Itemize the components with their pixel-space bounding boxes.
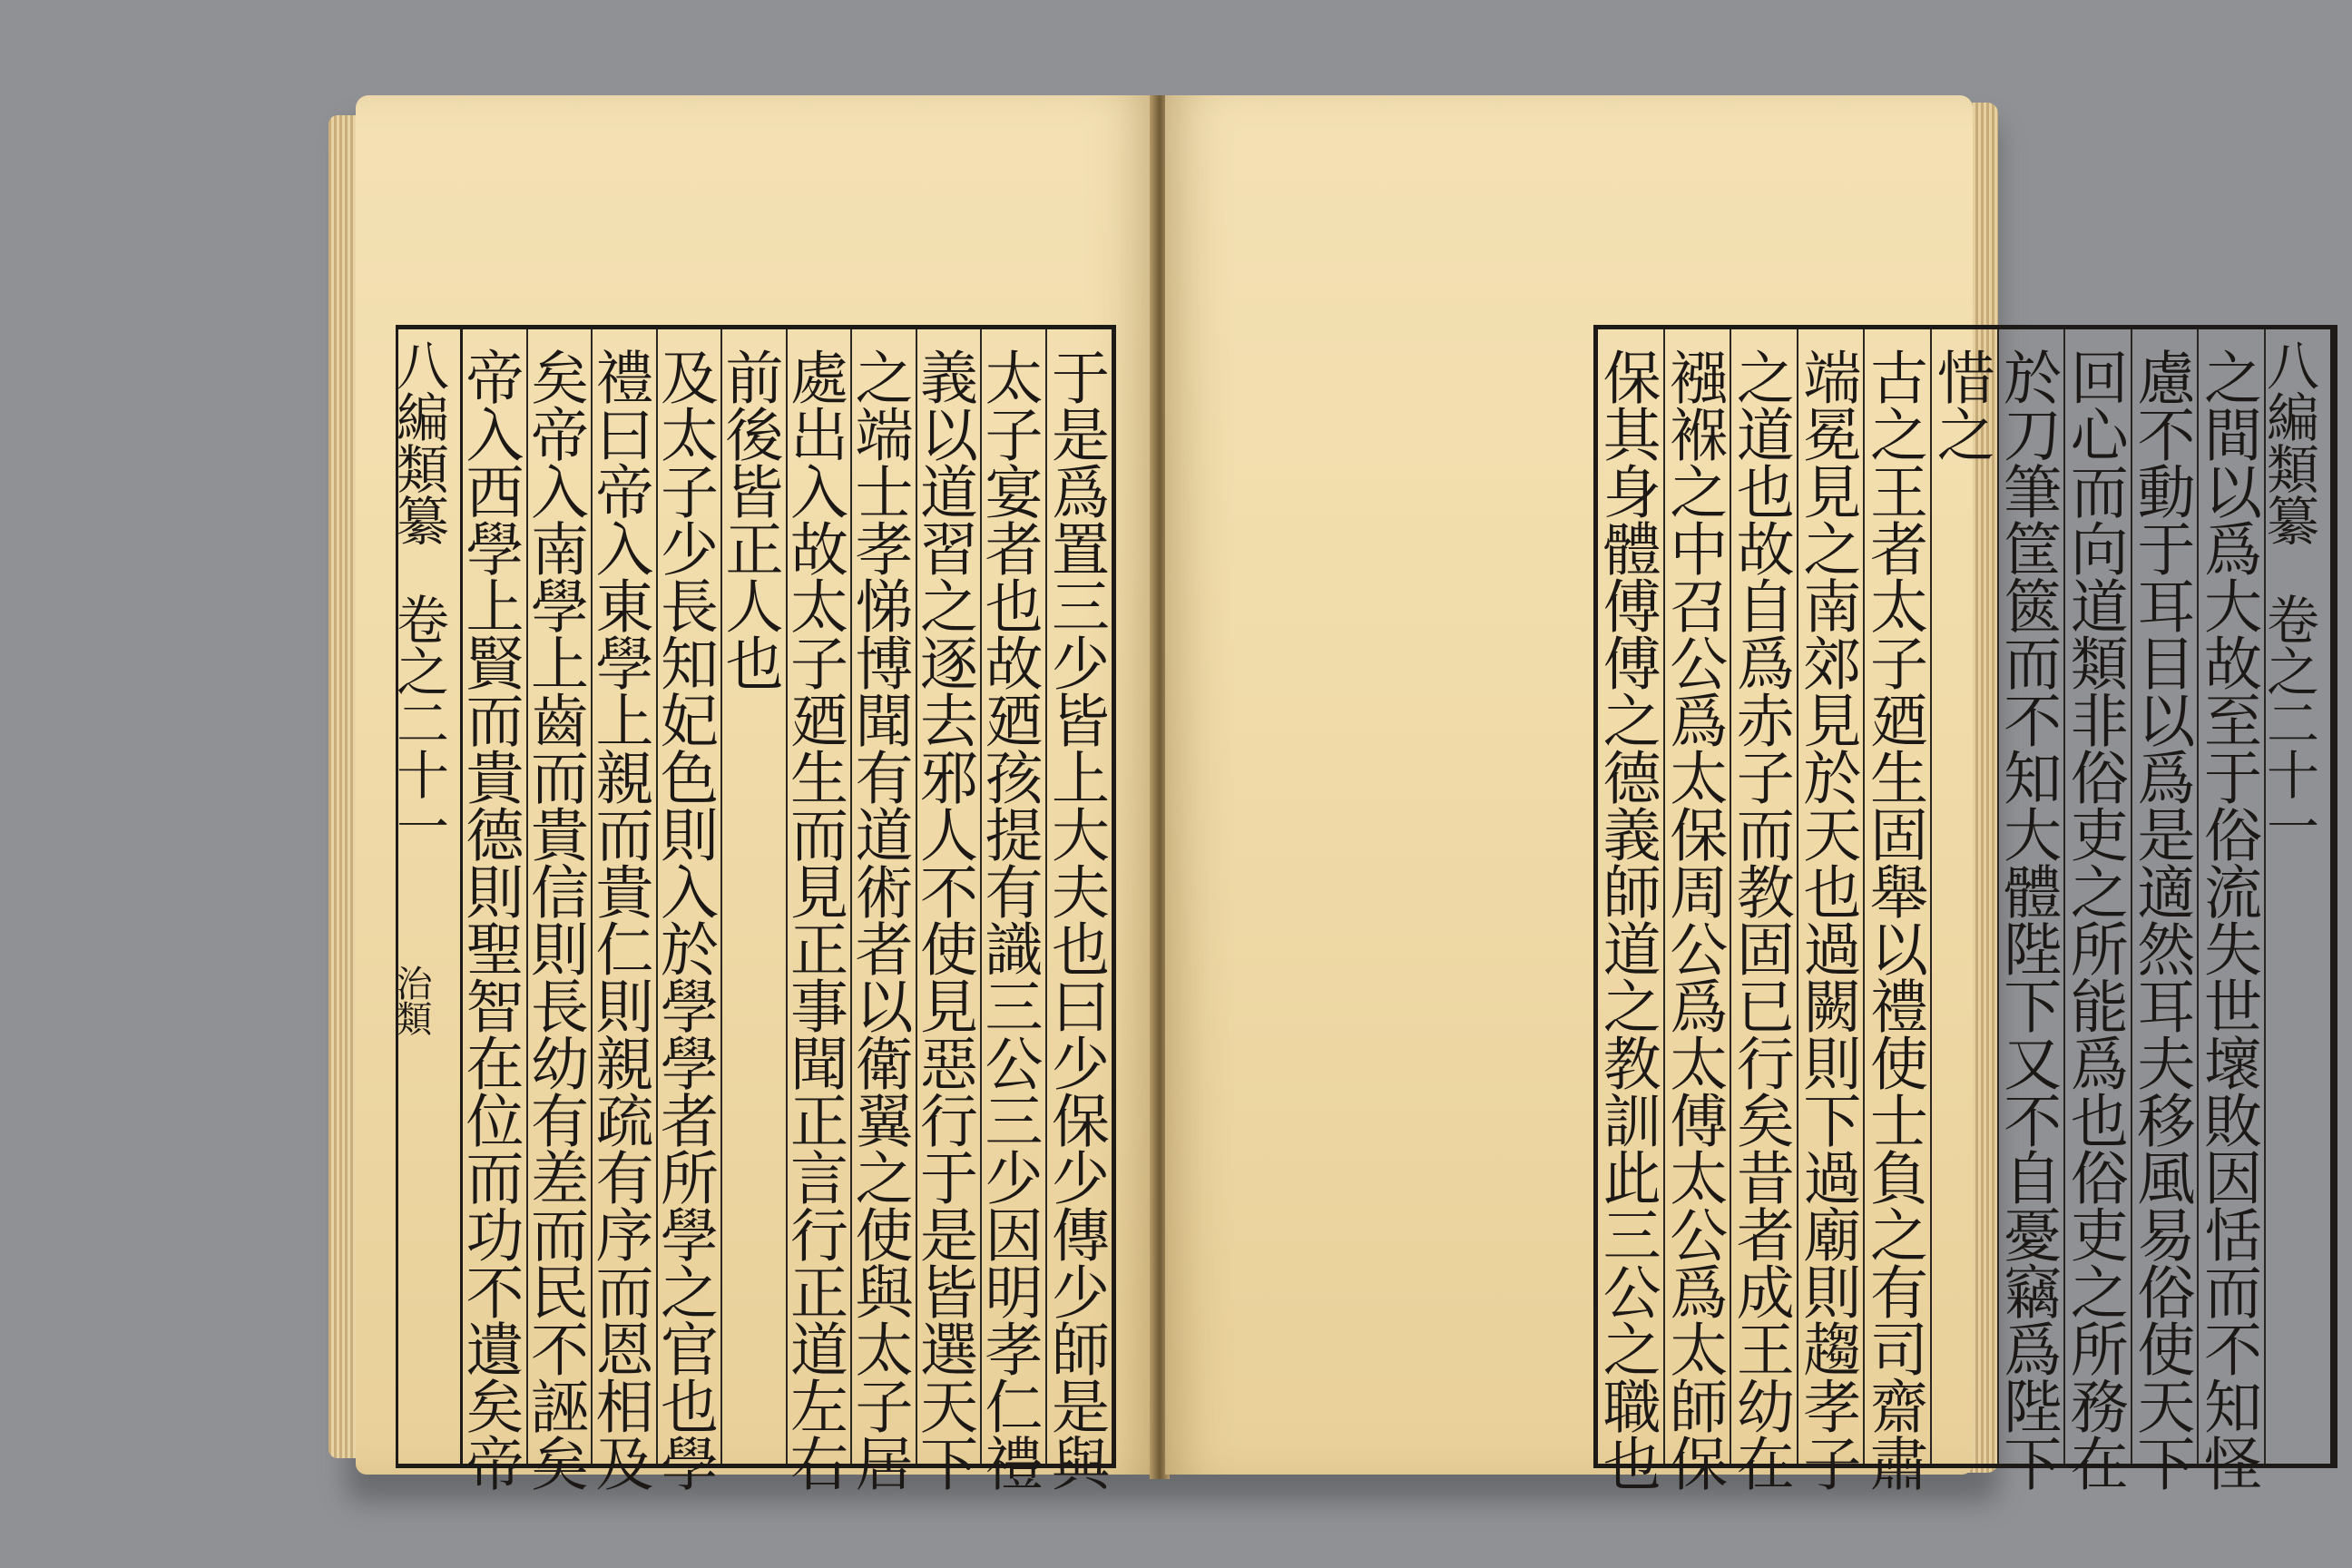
text-column: 之端士孝悌博聞有道術者以衛翼之使與太子居 [852,329,917,1464]
text-column: 保其身體傅傅之德義師道之教訓此三公之職也 [1598,329,1665,1464]
text-column: 矣帝入南學上齒而貴信則長幼有差而民不誣矣 [528,329,593,1464]
text-column: 太子宴者也故廼孩提有識三公三少因明孝仁禮 [982,329,1047,1464]
text-column: 禮曰帝入東學上親而貴仁則親疏有序而恩相及 [593,329,658,1464]
text-column: 義以道習之逐去邪人不使見惡行于是皆選天下 [917,329,983,1464]
text-column: 古之王者太子廼生固舉以禮使士負之有司齋肅 [1865,329,1932,1464]
margin-volume: 卷之二十一 [2258,593,2319,851]
text-column: 帝入西學上賢而貴德則聖智在位而功不遺矣帝 [463,329,528,1464]
right-text-columns [1592,329,2333,1491]
right-page [1165,95,2319,1491]
text-column: 惜之 [1932,329,1999,1464]
left-page [356,95,1154,1491]
text-column: 回心而向道類非俗吏之所能爲也俗吏之所務在 [2065,329,2132,1464]
margin-column [2258,329,2333,1464]
margin-category: 治類 [390,965,432,1035]
text-column: 處出入故太子廼生而見正事聞正言行正道左右 [788,329,853,1464]
text-column: 之間以爲大故至于俗流失世壞敗因恬而不知怪 [2199,329,2266,1464]
margin-column [387,329,463,1464]
text-column: 前後皆正人也 [722,329,788,1464]
text-column: 端冕見之南郊見於天也過闕則下過廟則趨孝子 [1798,329,1866,1464]
text-column: 于是爲置三少皆上大夫也曰少保少傳少師是與 [1042,348,1109,1491]
margin-title: 八編類纂 [2258,338,2319,545]
left-text-columns [387,329,1112,1491]
text-column: 於刀筆筐篋而不知大體陛下又不自憂竊爲陛下 [1999,329,2066,1464]
text-column: 慮不動于耳目以爲是適然耳夫移風易俗使天下 [2132,329,2200,1464]
left-text-frame [387,325,1116,1491]
open-book [328,95,2319,1493]
margin-volume: 卷之二十一 [387,593,449,851]
text-column: 之道也故自爲赤子而教固已行矣昔者成王幼在 [1731,329,1798,1464]
right-text-frame [1592,325,2337,1491]
margin-title: 八編類纂 [387,338,449,545]
text-column: 及太子少長知妃色則入於學學者所學之官也學 [658,329,723,1464]
text-column: 襁褓之中召公爲太保周公爲太傅太公爲太師保 [1665,329,1732,1464]
